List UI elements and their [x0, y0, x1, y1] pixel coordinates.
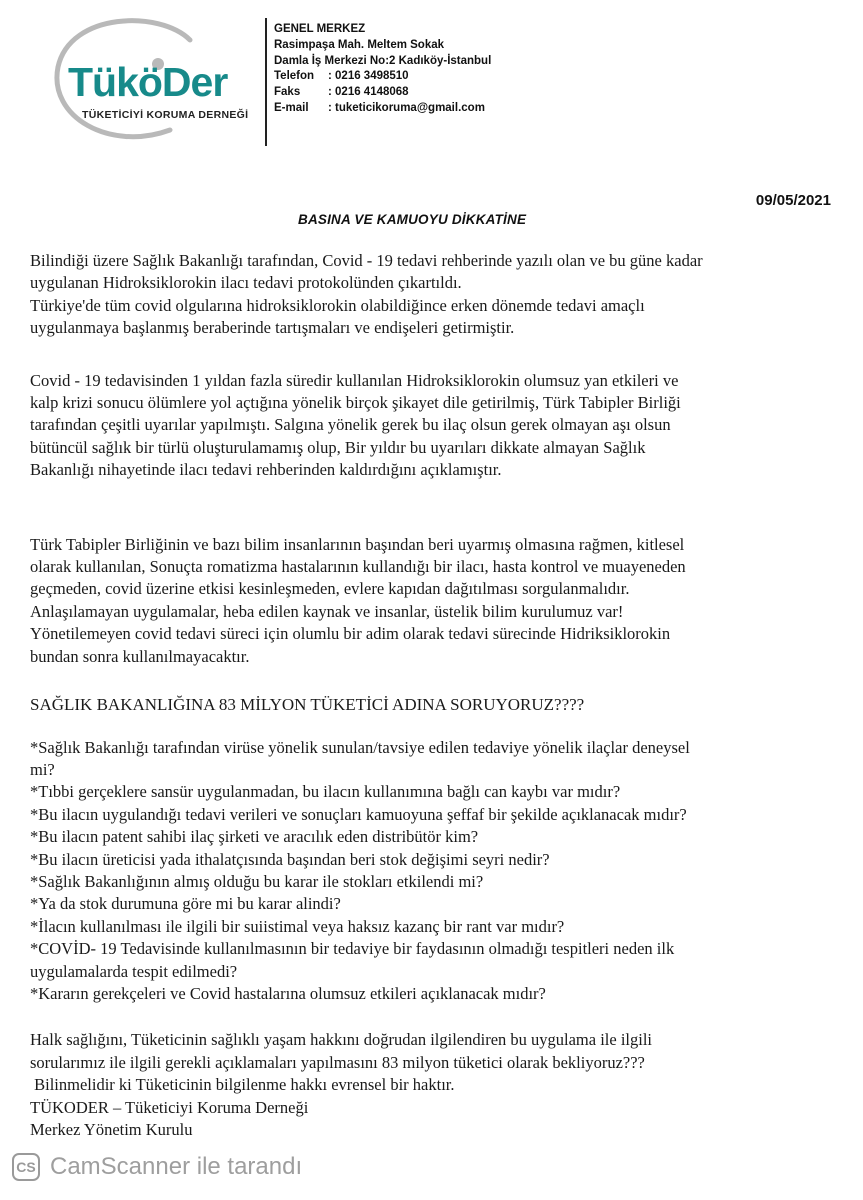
- list-item: *Tıbbi gerçeklere sansür uygulanmadan, bu ilacın kullanımına bağlı can kaybı var mıdır?: [30, 782, 621, 802]
- text-line: Yönetilemeyen covid tedavi süreci için olumlu bir adim olarak tedavi sürecinde Hidriksiklorokin: [30, 624, 671, 644]
- text-line: uygulanan Hidroksiklorokin ilacı tedavi protokolünden çıkartıldı.: [30, 273, 462, 293]
- document-title: BASINA VE KAMUOYU DİKKATİNE: [298, 212, 527, 227]
- text-line: Halk sağlığını, Tüketicinin sağlıklı yaşam hakkını doğrudan ilgilendiren bu uygulama ile ilgili: [30, 1030, 653, 1050]
- text-line: olarak kullanılan, Sonuçta romatizma hastalarının kullandığı bir ilacı, hasta kontrol ve muayeneden: [30, 557, 686, 577]
- list-item: *COVİD- 19 Tedavisinde kullanılmasının bir tedaviye bir faydasının olmadığı tespitleri neden ilk: [30, 939, 675, 959]
- paragraph-closing: [30, 1029, 835, 1141]
- text-line: Türkiye'de tüm covid olgularına hidroksiklorokin olabildiğince erken dönemde tedavi amaçlı: [30, 295, 645, 315]
- text-line: bundan sonra kullanılmayacaktır.: [30, 646, 250, 666]
- list-item: *İlacın kullanılması ile ilgili bir suiistimal veya haksız kazanç bir rant var mıdır?: [30, 916, 565, 936]
- text-line: kalp krizi sonucu ölümlere yol açtığına yönelik birçok şikayet dile getirilmiş, Türk Tabipler Birliği: [30, 393, 681, 413]
- list-item: *Bu ilacın uygulandığı tedavi verileri ve sonuçları kamuoyuna şeffaf bir şekilde açıklanacak mıdır?: [30, 804, 687, 824]
- document-body: [30, 250, 835, 1141]
- text-line: tarafından çeşitli uyarılar yapılmıştı. Salgına yönelik gerek bu ilaç olsun gerek olmayan aşı olsun: [30, 415, 671, 435]
- text-line: Bakanlığı nihayetinde ilacı tedavi rehberinden kaldırdığını açıklamıştır.: [30, 460, 502, 480]
- paragraph-criticism: [30, 534, 835, 668]
- logo-name: TüköDer: [68, 59, 228, 105]
- paragraph-intro: [30, 250, 835, 340]
- address-line-1: Rasimpaşa Mah. Meltem Sokak: [274, 38, 445, 51]
- document-date: 09/05/2021: [755, 192, 831, 209]
- fax-value: : 0216 4148068: [328, 86, 409, 99]
- fax-label: Faks: [274, 86, 301, 99]
- logo-subtitle: TÜKETİCİYİ KORUMA DERNEĞİ: [82, 109, 249, 121]
- camscanner-icon: CS: [12, 1153, 40, 1181]
- signature-board: Merkez Yönetim Kurulu: [30, 1120, 193, 1139]
- email-value: : tuketicikoruma@gmail.com: [328, 101, 485, 114]
- tukoder-logo: [40, 12, 260, 152]
- list-item: *Sağlık Bakanlığı tarafından virüse yönelik sunulan/tavsiye edilen tedaviye yönelik ilaçlar deneysel: [30, 737, 690, 757]
- text-line: bütüncül sağlık bir türlü oluşturulamamış olup, Bir yıldır bu uyarıları dikkate almayan Sağlık: [30, 437, 646, 457]
- list-item: *Sağlık Bakanlığının almış olduğu bu karar ile stokları etkilendi mi?: [30, 871, 484, 891]
- paragraph-background: [30, 370, 835, 482]
- scanner-text: CamScanner ile tarandı: [50, 1153, 303, 1180]
- text-line: Covid - 19 tedavisinden 1 yıldan fazla süredir kullanılan Hidroksiklorokin olumsuz yan etkileri ve: [30, 370, 679, 390]
- text-line: Bilinmelidir ki Tüketicinin bilgilenme hakkı evrensel bir haktır.: [30, 1075, 455, 1095]
- address-line-2: Damla İş Merkezi No:2 Kadıköy-İstanbul: [274, 54, 492, 67]
- questions-heading: SAĞLIK BAKANLIĞINA 83 MİLYON TÜKETİCİ ADINA SORUYORUZ????: [30, 695, 585, 715]
- questions-list: [30, 737, 835, 1006]
- list-item: *Ya da stok durumuna göre mi bu karar alindi?: [30, 894, 341, 914]
- text-line: uygulanmaya başlanmış beraberinde tartışmaları ve endişeleri getirmiştir.: [30, 318, 515, 338]
- email-label: E-mail: [274, 101, 309, 114]
- text-line: Anlaşılamayan uygulamalar, heba edilen kaynak ve insanlar, üstelik bilim kurulumuz var!: [30, 601, 624, 621]
- list-item: mi?: [30, 759, 55, 779]
- text-line: Bilindiği üzere Sağlık Bakanlığı tarafından, Covid - 19 tedavi rehberinde yazılı olan ve bu güne kadar: [30, 251, 703, 270]
- header-divider: [265, 18, 267, 146]
- list-item: uygulamalarda tespit edilmedi?: [30, 961, 238, 981]
- text-line: geçmeden, covid üzerine etkisi kesinleşmeden, evlere kapıdan dağıtılması sorgulanmalıdır.: [30, 579, 630, 599]
- list-item: *Bu ilacın patent sahibi ilaç şirketi ve aracılık eden distribütör kim?: [30, 827, 479, 847]
- hq-title: GENEL MERKEZ: [274, 23, 366, 35]
- hq-contact-block: [274, 22, 491, 117]
- list-item: *Kararın gerekçeleri ve Covid hastalarına olumsuz etkileri açıklanacak mıdır?: [30, 983, 546, 1003]
- signature-org: TÜKODER – Tüketiciyi Koruma Derneği: [30, 1097, 309, 1117]
- text-line: sorularımız ile ilgili gerekli açıklamaları yapılmasını 83 milyon tüketici olarak bekliyoruz???: [30, 1052, 645, 1072]
- text-line: Türk Tabipler Birliğinin ve bazı bilim insanlarının başından beri uyarmış olmasına rağmen, kitlesel: [30, 534, 685, 554]
- list-item: *Bu ilacın üreticisi yada ithalatçısında başından beri stok değişimi seyri nedir?: [30, 849, 550, 869]
- phone-label: Telefon: [274, 70, 315, 83]
- scanner-watermark: [12, 1152, 302, 1182]
- phone-value: : 0216 3498510: [328, 70, 409, 83]
